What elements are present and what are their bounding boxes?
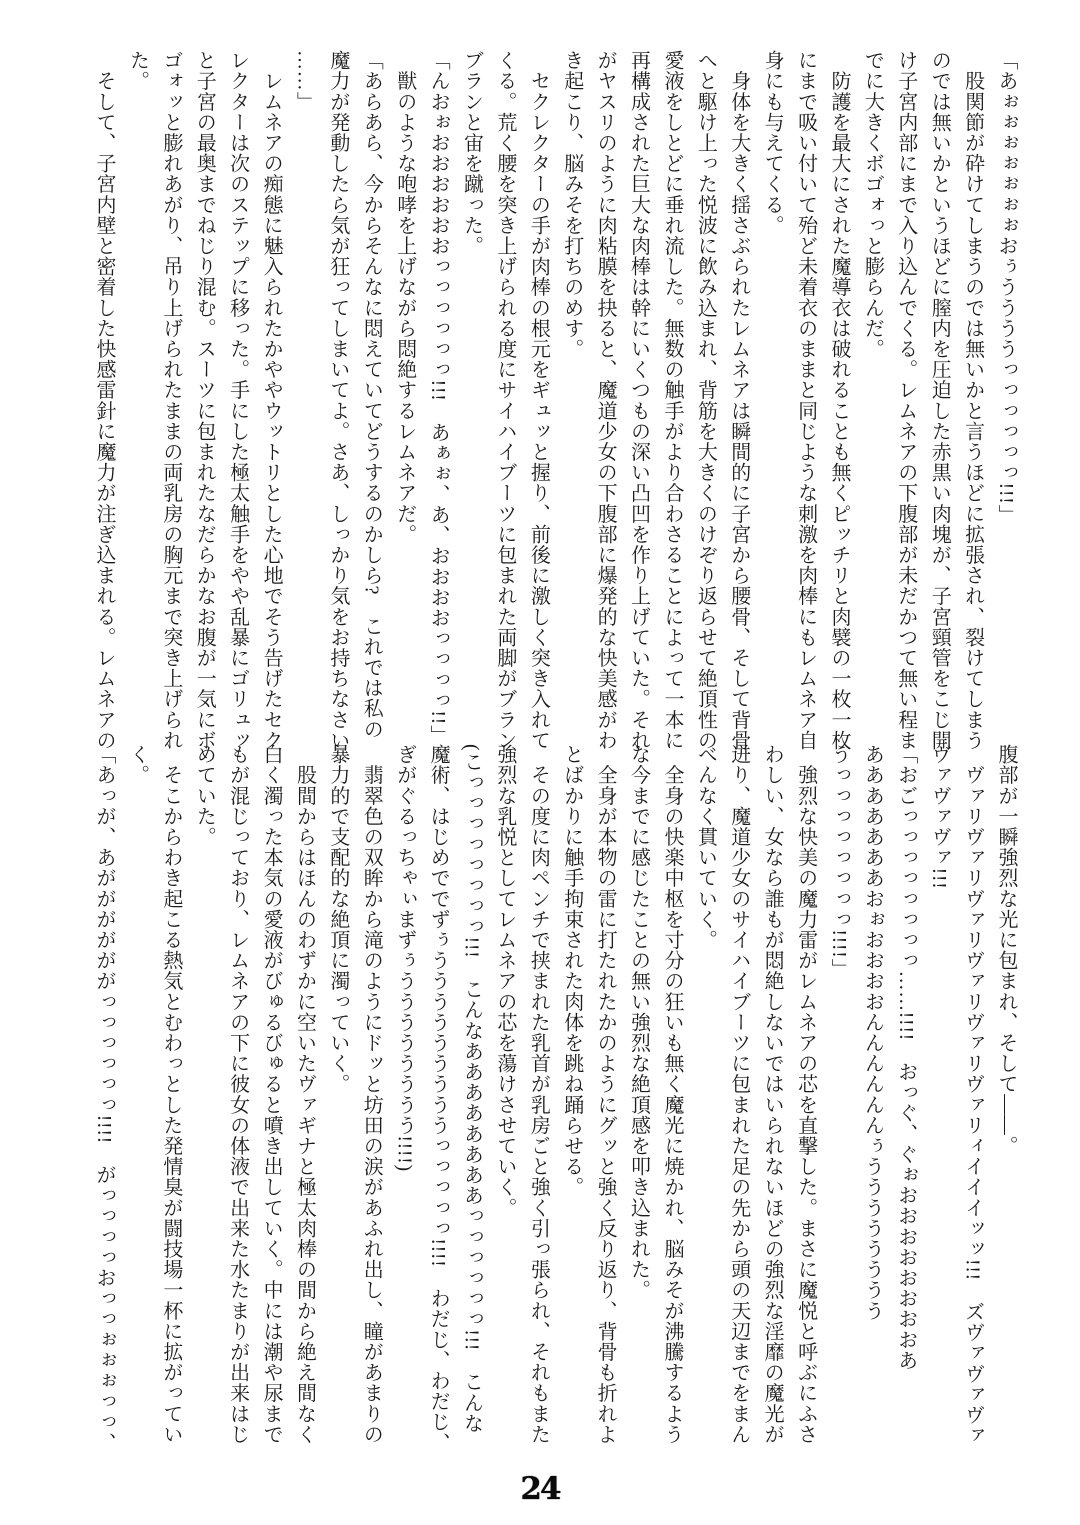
bottom-text-block <box>87 744 1022 1468</box>
text-column: 白く濁った本気の愛液がびゅるびゅると噴き出していく。中には潮や尿まで <box>260 744 283 1445</box>
text-column: 「あらあら、今からそんなに悶えていてどうするのかしら? これでは私の <box>360 50 383 740</box>
text-column: 全身の快楽中枢を寸分の狂いも無く魔光に焼かれ、脳みそが沸騰するよう <box>660 744 683 1445</box>
text-column: わしい、女なら誰もが悶絶しないではいられないほどの強烈な淫靡の魔光が <box>761 744 784 1445</box>
text-column: へと駆け上った悦波に飲み込まれ、背筋を大きくのけぞり返らせて絶頂性の <box>694 50 717 751</box>
text-column: がヤスリのように肉粘膜を抉ると、魔道少女の下腹部に爆発的な快美感がわ <box>594 50 617 751</box>
text-column: 「あぉぉぉぉぉぉぉおぅううううっっっっっっ!!!」 <box>995 50 1017 525</box>
text-column: もが混じっており、レムネアの下に彼女の体液で出来た水たまりが出来はじ <box>226 744 249 1445</box>
text-column: 身体を大きく揺さぶられたレムネアは瞬間的に子宮から腰骨、そして背骨 <box>727 50 750 751</box>
text-column: と子宮の最奥までねじり混む。スーツに包まれたなだらかなお腹が一気にボ <box>193 50 216 751</box>
text-column: 「んおぉおおおおおおっっっっっっ!!! あぁぉ、あ、おおおおっっっっ!!」 <box>427 50 450 746</box>
text-column: 身にも与えてくる。 <box>761 50 784 236</box>
text-column: 強烈な乳悦としてレムネアの芯を蕩けさせていく。 <box>493 744 516 1218</box>
text-column: た。 <box>126 50 149 92</box>
text-column: べんなく貫いていく。 <box>694 744 717 950</box>
text-column: とばかりに触手拘束された肉体を跳ね踊らせる。 <box>560 744 583 1198</box>
text-column: 「おごっっっっっっっっ……!!!! おっぐ、ぐぉおおおおおおおおあ <box>894 744 917 1371</box>
text-column: ヴァリヴァリヴァリヴァリヴァリヴァリィイイイッッ!!! ズヴァヴァヴァ <box>961 744 984 1446</box>
text-column: 再構成された巨大な肉棒は幹にいくつもの深い凸凹を作り上げていた。それ <box>627 50 650 751</box>
text-column: 防護を最大にされた魔導衣は破れることも無くピッチリと肉襞の一枚一枚 <box>827 50 850 751</box>
text-column: あああああああおぉおおおおんんんんんんぅうううううううう <box>861 744 884 1321</box>
text-column: にまで吸い付いて殆ど未着衣のままと同じような刺激を肉棒にもレムネア自 <box>794 50 817 751</box>
text-column: レクターは次のステップに移った。手にした極太触手をやや乱暴にゴリュッ <box>226 50 249 751</box>
top-text-block <box>87 50 1022 751</box>
text-column: ヴァヴァヴァ!!! <box>928 744 951 890</box>
text-column: 翡翠色の双眸から滝のようにドッと坊田の涙があふれ出し、瞳があまりの <box>360 744 383 1445</box>
text-column: うっっっっっっっっ!!!!」 <box>827 744 850 980</box>
text-column: け子宮内部にまで入り込んでくる。レムネアの下腹部が未だかつて無い程ま <box>894 50 917 751</box>
text-column: 股間からはほんのわずかに空いたヴァギナと極太肉棒の間から絶え間なく <box>293 744 316 1445</box>
text-column: 暴力的で支配的な絶頂に濁っていく。 <box>326 744 349 1095</box>
text-column: 魔力が発動したら気が狂ってしまいてよ。さあ、しっかり気をお持ちなさい <box>326 50 349 751</box>
text-column: ……」 <box>293 50 316 112</box>
text-column: 全身が本物の雷に打たれたかのようにグッと強く反り返り、背骨も折れよ <box>594 744 617 1445</box>
text-column: 愛液をしとどに垂れ流した。無数の触手がより合わさることによって一本に <box>660 50 683 751</box>
text-column: 腹部が一瞬強烈な光に包まれ、そして――。 <box>995 744 1017 1156</box>
text-column: くる。荒く腰を突き上げられる度にサイハイブーツに包まれた両脚がブラン <box>493 50 516 751</box>
text-column: な今までに感じたことの無い強烈な絶頂感を叩き込まれた。 <box>627 744 650 1301</box>
text-column: ぎがぐるっちゃぃまずぅうううううううう!!!!) <box>393 744 416 1172</box>
text-column: く。 <box>126 744 149 786</box>
text-column: 「あっが、あががががががっっっっっっ!!!! がっっっっおっっぉぉぉっっ、 <box>93 744 116 1453</box>
text-column: 魔術、はじめででずぅうううううううううっっっっっ!!!! わだじ、わだじ、 <box>427 744 450 1453</box>
text-column: セクレクターの手が肉棒の根元をギュッと握り、前後に激しく突き入れて <box>527 50 550 751</box>
text-column: ブランと宙を蹴った。 <box>460 50 483 256</box>
text-column: 獣のような咆哮を上げながら悶絶するレムネアだ。 <box>393 50 416 545</box>
text-column: (こっっっっっっっっ!!! こんなああああああああっっっっっっ!!! こんな <box>460 744 483 1434</box>
text-column: レムネアの痴態に魅入られたかややウットリとした心地でそう告げたセク <box>260 50 283 751</box>
text-column: めていた。 <box>193 744 216 847</box>
text-column: その度に肉ペンチで挟まれた乳首が乳房ごと強く引っ張られ、それもまた <box>527 744 550 1445</box>
page-number: 24 <box>520 1471 560 1507</box>
text-column: 強烈な快美の魔力雷がレムネアの芯を直撃した。まさに魔悦と呼ぶにふさ <box>794 744 817 1445</box>
text-column: 迸り、魔道少女のサイハイブーツに包まれた足の先から頭の天辺までをまん <box>727 744 750 1445</box>
text-column: でに大きくボゴォっと膨らんだ。 <box>861 50 884 359</box>
text-column: き起こり、脳みそを打ちのめす。 <box>560 50 583 359</box>
text-column: ゴォッと膨れあがり、吊り上げられたままの両乳房の胸元まで突き上げられ <box>159 50 182 751</box>
text-column: そして、子宮内壁と密着した快感雷針に魔力が注ぎ込まれる。レムネアの <box>93 50 116 751</box>
text-column: そこからわき起こる熱気とむわっとした発情臭が闘技場一杯に拡がってい <box>159 744 182 1445</box>
text-column: 股関節が砕けてしまうのでは無いかと言うほどに拡張され、裂けてしまう <box>961 50 984 751</box>
text-column: のでは無いかというほどに膣内を圧迫した赤黒い肉塊が、子宮頸管をこじ開 <box>928 50 951 751</box>
